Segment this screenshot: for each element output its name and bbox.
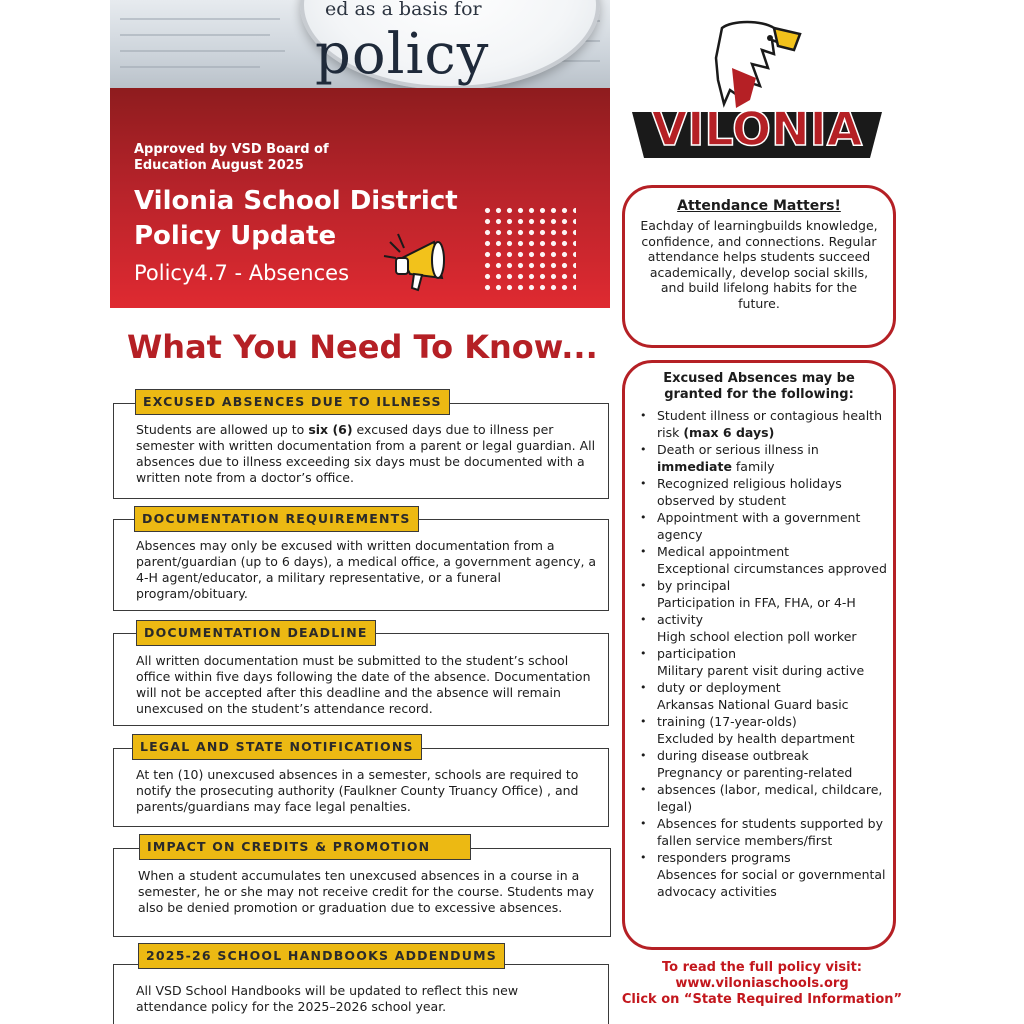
lens-text-big: policy — [315, 22, 490, 87]
vilonia-eagles-logo — [632, 20, 882, 172]
megaphone-icon — [372, 228, 452, 298]
list-item: Exceptional circumstances approved by principal — [657, 561, 887, 593]
footer-line: Click on “State Required Information” — [621, 992, 903, 1007]
logo-wordmark: VILONIA — [651, 102, 863, 156]
approval-note: Approved by VSD Board of Education August 2025 — [134, 142, 329, 173]
list-item: Recognized religious holidays observed by student — [657, 476, 842, 508]
section-tag: LEGAL AND STATE NOTIFICATIONS — [132, 734, 422, 760]
policy-photo — [110, 0, 610, 90]
dot-pattern — [482, 205, 576, 293]
section-tag: DOCUMENTATION DEADLINE — [136, 620, 376, 646]
list-item: Excluded by health department during disease outbreak — [657, 731, 855, 763]
section-text: All VSD School Handbooks will be updated to reflect this new attendance policy for the 2025–2026 school year. — [136, 983, 519, 1014]
list-item: High school election poll worker participation — [657, 629, 857, 661]
section-tag: IMPACT ON CREDITS & PROMOTION — [139, 834, 471, 860]
list-item: Medical appointment — [657, 544, 790, 559]
logo-subtitle: EAGLES — [713, 157, 801, 172]
section-text: At ten (10) unexcused absences in a semester, schools are required to notify the prosecuting authority (Faulkner County Truancy Office) , and parents/guardians may face legal penalties. — [136, 767, 579, 814]
excused-absences-box — [622, 360, 896, 950]
header-banner — [110, 88, 610, 308]
section-text: Students are allowed up to six (6) excused days due to illness per semester with written documentation from a parent or legal guardian. All absences due to illness exceeding six days must be documented with a written note from a doctor’s office. — [136, 422, 596, 485]
policy-subtitle: Policy4.7 - Absences — [134, 261, 350, 285]
section-tag: EXCUSED ABSENCES DUE TO ILLNESS — [135, 389, 450, 415]
section-text: All written documentation must be submitted to the student’s school office within five days following the date of the absence. Documentation will not be accepted after this deadline and the absence will remain unexcused on the student’s attendance record. — [136, 653, 591, 716]
list-item: Appointment with a government agency — [657, 510, 861, 542]
attendance-matters-box — [622, 185, 896, 348]
section-text: When a student accumulates ten unexcused absences in a course in a semester, he or she may not receive credit for the course. Students may also be denied promotion or graduation due to excessive absences. — [138, 868, 595, 915]
list-item: Military parent visit during active duty or deployment — [657, 663, 865, 695]
attendance-title: Attendance Matters! — [677, 198, 841, 214]
footer-note — [612, 960, 912, 1008]
page-title: Vilonia School District Policy Update — [134, 186, 458, 251]
list-item: Student illness or contagious health risk (max 6 days) — [657, 408, 883, 440]
excused-title: Excused Absences may be granted for the following: — [663, 371, 855, 402]
list-item: Death or serious illness in immediate family — [657, 442, 819, 474]
section-headline: What You Need To Know... — [127, 328, 598, 366]
section-tag: DOCUMENTATION REQUIREMENTS — [134, 506, 419, 532]
list-item: Absences for students supported by fallen service members/first responders programs — [657, 816, 884, 865]
list-item: Arkansas National Guard basic training (17-year-olds) — [657, 697, 849, 729]
list-item: Absences for social or governmental advocacy activities — [657, 867, 886, 899]
excused-list — [657, 407, 887, 900]
attendance-text: Eachday of learningbuilds knowledge, confidence, and connections. Regular attendance helps students succeed academically, develop social skills, and build lifelong habits for the future. — [640, 218, 878, 311]
lens-text-small: ed as a basis for — [325, 0, 482, 20]
website-link[interactable]: www.viloniaschools.org — [675, 976, 849, 991]
footer-line: To read the full policy visit: — [662, 960, 862, 975]
section-tag: 2025-26 SCHOOL HANDBOOKS ADDENDUMS — [138, 943, 505, 969]
list-item: Pregnancy or parenting-related absences (labor, medical, childcare, legal) — [657, 765, 883, 814]
section-text: Absences may only be excused with written documentation from a parent/guardian (up to 6 days), a medical office, a government agency, a 4-H agent/educator, a military representative, or a funeral program/obituary. — [136, 538, 597, 601]
bullet-column: • • • • • • • • • • • • • • — [640, 409, 647, 864]
list-item: Participation in FFA, FHA, or 4-H activity — [657, 595, 856, 627]
